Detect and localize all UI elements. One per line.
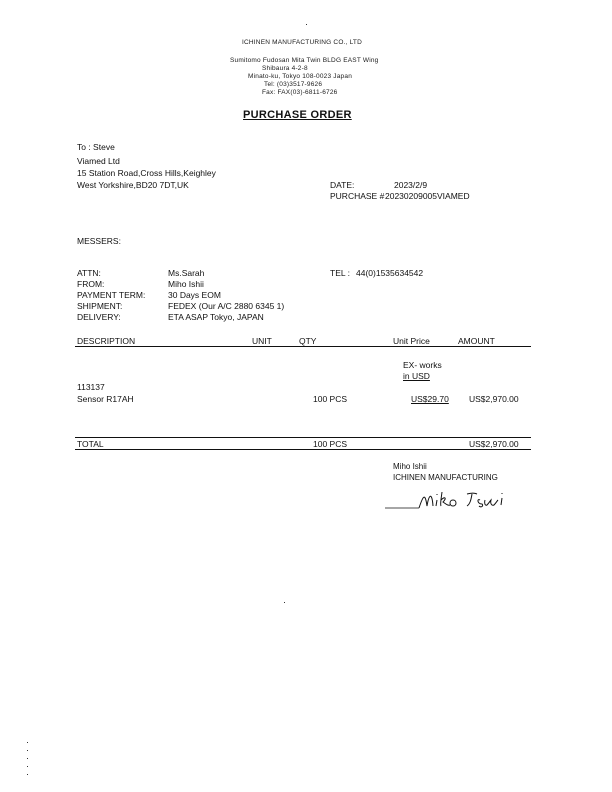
col-qty: QTY [299, 336, 317, 346]
attn-label: ATTN: [77, 268, 101, 278]
col-unit-price: Unit Price [393, 336, 430, 346]
scan-speck [27, 742, 28, 743]
signoff-name: Miho Ishii [393, 462, 427, 471]
item-amount: US$2,970.00 [469, 394, 519, 404]
shipment-label: SHIPMENT: [77, 301, 123, 311]
attn-value: Ms.Sarah [168, 268, 205, 278]
price-note-exworks: EX- works [403, 360, 442, 370]
po-value: 20230209005VIAMED [385, 191, 470, 201]
recipient-to: To : Steve [77, 142, 115, 152]
col-description: DESCRIPTION [77, 336, 136, 346]
total-qty: 100 PCS [313, 439, 348, 449]
company-fax: Fax: FAX(03)-6811-6726 [262, 89, 338, 96]
scan-speck [284, 602, 285, 603]
scan-speck [27, 750, 28, 751]
company-tel: Tel: (03)3517-9626 [264, 81, 323, 88]
delivery-label: DELIVERY: [77, 312, 121, 322]
col-unit: UNIT [252, 336, 272, 346]
date-label: DATE: [330, 180, 355, 190]
messers-label: MESSERS: [77, 236, 121, 246]
tel-value: 44(0)1535634542 [356, 268, 424, 278]
po-label: PURCHASE # [330, 191, 385, 201]
shipment-value: FEDEX (Our A/C 2880 6345 1) [168, 301, 285, 311]
document-title: PURCHASE ORDER [243, 109, 352, 121]
tel-label: TEL : [330, 268, 350, 278]
recipient-company: Viamed Ltd [77, 156, 120, 166]
date-value: 2023/2/9 [394, 180, 428, 190]
scan-speck [27, 774, 28, 775]
payment-label: PAYMENT TERM: [77, 290, 146, 300]
scan-speck [306, 24, 307, 25]
total-rule-bottom [75, 449, 531, 450]
company-address-line3: Minato-ku, Tokyo 108-0023 Japan [248, 73, 353, 80]
company-address-line2: Shibaura 4-2-8 [262, 65, 308, 72]
handwritten-signature [385, 482, 515, 514]
recipient-address2: West Yorkshire,BD20 7DT,UK [77, 180, 189, 190]
item-code: 113137 [77, 382, 105, 392]
company-address-line1: Sumitomo Fudosan Mita Twin BLDG EAST Wing [230, 57, 379, 64]
item-qty: 100 PCS [313, 394, 348, 404]
delivery-value: ETA ASAP Tokyo, JAPAN [168, 312, 264, 322]
total-amount: US$2,970.00 [469, 439, 519, 449]
from-value: Miho Ishii [168, 279, 204, 289]
price-note-currency: in USD [403, 371, 430, 381]
signature-drawing [385, 482, 515, 514]
total-rule-top [75, 437, 531, 438]
payment-value: 30 Days EOM [168, 290, 221, 300]
item-name: Sensor R17AH [77, 394, 134, 404]
scan-speck [27, 766, 28, 767]
item-unit-price: US$29.70 [411, 394, 449, 404]
header-rule [75, 346, 531, 347]
from-label: FROM: [77, 279, 105, 289]
col-amount: AMOUNT [458, 336, 495, 346]
scan-speck [27, 758, 28, 759]
company-name: ICHINEN MANUFACTURING CO., LTD [242, 39, 362, 46]
total-label: TOTAL [77, 439, 104, 449]
signoff-company: ICHINEN MANUFACTURING [393, 473, 498, 482]
recipient-address1: 15 Station Road,Cross Hills,Keighley [77, 168, 216, 178]
